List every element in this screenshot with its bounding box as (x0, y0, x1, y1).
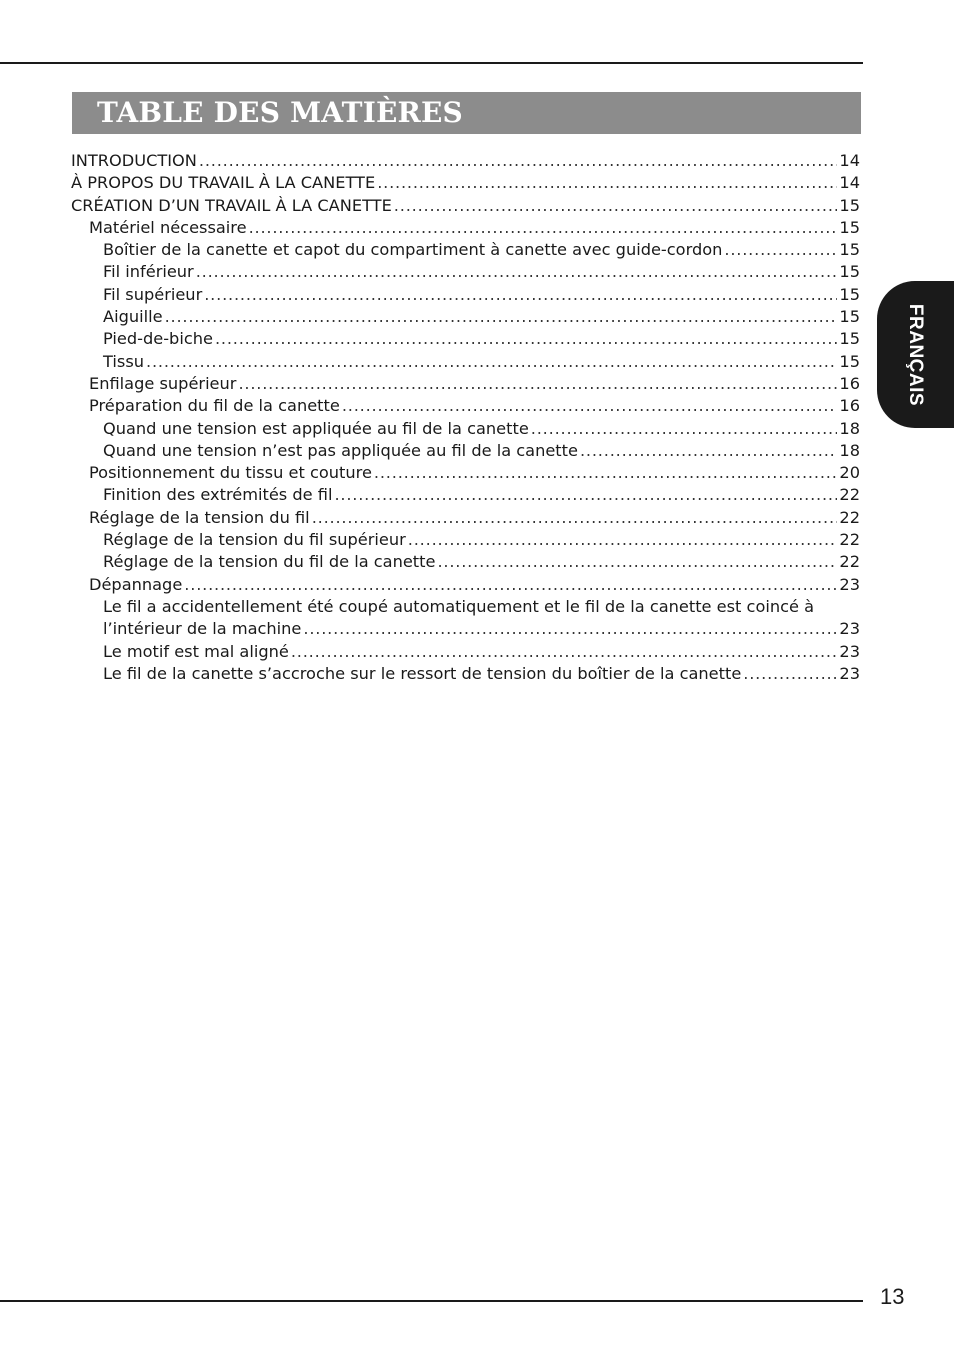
dot-leader (184, 574, 837, 596)
toc-entry[interactable] (71, 574, 860, 596)
toc-entry-page: 15 (839, 195, 860, 215)
bottom-rule (0, 1300, 863, 1302)
toc-entry-page: 15 (839, 217, 860, 237)
toc-entry-page: 16 (839, 396, 860, 416)
dot-leader (743, 663, 837, 685)
toc-entry-title: Le motif est mal aligné (103, 641, 289, 661)
toc-entry[interactable] (71, 551, 860, 573)
dot-leader (342, 395, 838, 417)
toc-entry[interactable] (71, 440, 860, 462)
toc-entry-page: 23 (839, 619, 860, 639)
toc-entry-title: INTRODUCTION (71, 151, 197, 170)
toc-entry-title: Fil supérieur (103, 284, 203, 304)
dot-leader (204, 284, 837, 306)
toc-entry-title: CRÉATION D’UN TRAVAIL À LA CANETTE (71, 195, 392, 215)
toc-entry-title: Fil inférieur (103, 262, 194, 282)
toc-entry-title: Tissu (103, 351, 145, 371)
toc-entry-page: 22 (839, 552, 860, 572)
dot-leader (374, 462, 837, 484)
dot-leader (215, 328, 837, 350)
toc-entry-title: Préparation du fil de la canette (89, 396, 340, 416)
toc-entry-page: 15 (839, 240, 860, 260)
dot-leader (146, 351, 837, 373)
toc-entry-title: Enfilage supérieur (89, 373, 237, 393)
toc-entry[interactable] (71, 663, 860, 685)
toc-entry-page: 15 (839, 329, 860, 349)
toc-entry-page: 18 (839, 440, 860, 460)
toc-entry[interactable] (71, 239, 860, 261)
toc-entry[interactable] (71, 351, 860, 373)
toc-entry-page: 22 (839, 507, 860, 527)
toc-entry-page: 14 (839, 173, 860, 193)
toc-entry[interactable] (71, 150, 860, 172)
toc-entry-title: Réglage de la tension du fil (89, 507, 310, 527)
toc-entry-title: Le fil de la canette s’accroche sur le ressort de tension du boîtier de la canette (103, 663, 742, 683)
toc-entry-page: 22 (839, 530, 860, 550)
dot-leader (580, 440, 837, 462)
page-number: 13 (880, 1284, 905, 1309)
toc-entry[interactable] (71, 395, 860, 417)
dot-leader (531, 418, 838, 440)
toc-entry-title: Dépannage (89, 574, 183, 594)
toc-entry[interactable] (71, 306, 860, 328)
toc-entry-title: Boîtier de la canette et capot du compartiment à canette avec guide-cordon (103, 240, 723, 260)
toc-entry-title: Aiguille (103, 307, 163, 327)
toc-entry-page: 15 (839, 307, 860, 327)
dot-leader (199, 150, 838, 172)
toc-entry-page: 23 (839, 574, 860, 594)
toc-entry[interactable] (71, 373, 860, 395)
toc-entry-title: Finition des extrémités de fil (103, 485, 333, 505)
toc-entry-page: 15 (839, 351, 860, 371)
toc-entry-page: 20 (839, 463, 860, 483)
toc-entry[interactable] (71, 529, 860, 551)
toc-entry-title: Réglage de la tension du fil de la canette (103, 552, 436, 572)
dot-leader (437, 551, 837, 573)
toc-entry[interactable] (71, 507, 860, 529)
toc-entry-page: 23 (839, 663, 860, 683)
dot-leader (334, 484, 837, 506)
toc-entry-title: Matériel nécessaire (89, 217, 247, 237)
toc-entry[interactable] (71, 195, 860, 217)
toc-entry-title: l’intérieur de la machine (103, 619, 302, 639)
toc-entry-page: 22 (839, 485, 860, 505)
dot-leader (724, 239, 837, 261)
toc-entry-title: Positionnement du tissu et couture (89, 463, 372, 483)
toc-entry[interactable] (71, 284, 860, 306)
toc-entry[interactable] (71, 641, 860, 663)
toc-entry-page: 14 (839, 151, 860, 170)
toc-entry-page: 15 (839, 262, 860, 282)
toc-entry-page: 23 (839, 641, 860, 661)
dot-leader (312, 507, 838, 529)
dot-leader (394, 195, 838, 217)
toc-entry[interactable] (71, 418, 860, 440)
dot-leader (249, 217, 838, 239)
toc-entry-page: 16 (839, 373, 860, 393)
toc-entry[interactable] (71, 462, 860, 484)
dot-leader (377, 172, 837, 194)
toc-entry-title: Quand une tension n’est pas appliquée au fil de la canette (103, 440, 578, 460)
language-tab (877, 281, 954, 428)
top-rule (0, 62, 863, 64)
language-tab-label: FRANÇAIS (905, 303, 926, 407)
toc-entry-title: Réglage de la tension du fil supérieur (103, 530, 406, 550)
dot-leader (196, 261, 838, 283)
toc-entry[interactable] (71, 217, 860, 239)
toc-entry[interactable] (71, 328, 860, 350)
toc-entry[interactable] (71, 596, 860, 618)
table-of-contents (71, 150, 860, 685)
dot-leader (291, 641, 838, 663)
toc-entry[interactable] (71, 172, 860, 194)
toc-entry[interactable] (71, 484, 860, 506)
toc-entry-page: 18 (839, 418, 860, 438)
toc-entry-title: À PROPOS DU TRAVAIL À LA CANETTE (71, 173, 376, 193)
toc-entry-page: 15 (839, 284, 860, 304)
title-bar (72, 92, 861, 134)
toc-entry[interactable] (71, 618, 860, 640)
toc-entry[interactable] (71, 261, 860, 283)
dot-leader (238, 373, 837, 395)
toc-entry-title: Le fil a accidentellement été coupé automatiquement et le fil de la canette est coincé à (103, 596, 815, 616)
toc-entry-title: Quand une tension est appliquée au fil de la canette (103, 418, 529, 438)
dot-leader (165, 306, 838, 328)
toc-entry-title: Pied-de-biche (103, 329, 213, 349)
dot-leader (408, 529, 838, 551)
page-title: TABLE DES MATIÈRES (97, 96, 463, 129)
dot-leader (303, 618, 837, 640)
